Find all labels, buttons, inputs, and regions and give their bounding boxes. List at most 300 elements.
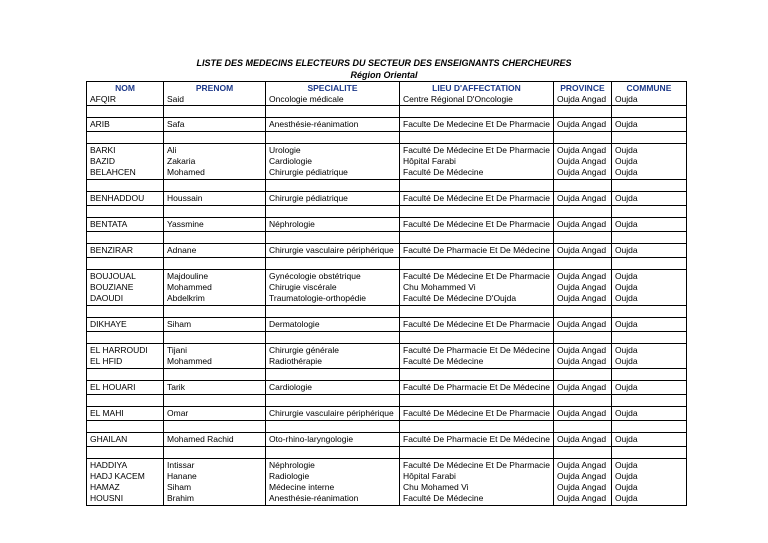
empty-cell (164, 206, 266, 218)
commune-value: Oujda (614, 460, 638, 470)
empty-cell (400, 258, 554, 270)
lieu-value: Faculté De Pharmacie Et De Médecine (403, 345, 550, 355)
commune-value: Oujda (614, 282, 638, 292)
empty-cell (164, 369, 266, 381)
cell-prenom (164, 118, 266, 132)
nom-value: GHAILAN (90, 434, 128, 444)
header-commune: COMMUNE Oujda (611, 82, 686, 106)
province-value: Oujda Angad (556, 145, 607, 155)
cell-nom (87, 270, 164, 306)
document-subtitle: Région Oriental (350, 70, 418, 80)
lieu-value: Faculté De Médecine (403, 493, 484, 503)
table-row (87, 270, 687, 306)
cell-lieu (400, 344, 554, 369)
cell-lieu (400, 270, 554, 306)
cell-commune (611, 192, 686, 206)
cell-commune (611, 318, 686, 332)
cell-prenom (164, 318, 266, 332)
empty-cell (87, 421, 164, 433)
cell-specialite (266, 218, 400, 232)
spacer-row (87, 180, 687, 192)
cell-specialite: Oncologie médicale (269, 94, 344, 104)
cell-nom: AFQIR (90, 94, 116, 104)
commune-value: Oujda (614, 245, 638, 255)
cell-prenom: Said (167, 94, 185, 104)
empty-cell (164, 332, 266, 344)
specialite-value: Urologie (269, 145, 301, 155)
empty-cell (266, 332, 400, 344)
lieu-value: Faculté De Médecine Et De Pharmacie (403, 193, 550, 203)
province-value: Oujda Angad (556, 493, 607, 503)
empty-cell (164, 232, 266, 244)
specialite-value: Chirurgie pédiatrique (269, 193, 348, 203)
cell-lieu (400, 459, 554, 506)
prenom-value: Ali (167, 145, 177, 155)
empty-cell (611, 232, 686, 244)
table-row (87, 381, 687, 395)
commune-value: Oujda (614, 471, 638, 481)
province-value: Oujda Angad (556, 293, 607, 303)
cell-lieu (400, 244, 554, 258)
cell-province (553, 407, 611, 421)
prenom-value: Brahim (167, 493, 194, 503)
empty-cell (87, 258, 164, 270)
header-specialite: SPECIALITE Oncologie médicale (266, 82, 400, 106)
table-row (87, 433, 687, 447)
province-value: Oujda Angad (556, 245, 607, 255)
empty-cell (553, 395, 611, 407)
spacer-row (87, 258, 687, 270)
prenom-value: Tijani (167, 345, 187, 355)
lieu-value: Hôpital Farabi (403, 471, 456, 481)
prenom-value: Majdouline (167, 271, 209, 281)
cell-prenom (164, 270, 266, 306)
cell-prenom (164, 192, 266, 206)
spacer-row (87, 106, 687, 118)
empty-cell (553, 306, 611, 318)
commune-value: Oujda (614, 408, 638, 418)
nom-value: ARIB (90, 119, 110, 129)
lieu-value: Faculté De Pharmacie Et De Médecine (403, 245, 550, 255)
cell-nom (87, 407, 164, 421)
cell-specialite (266, 244, 400, 258)
empty-cell (266, 106, 400, 118)
empty-cell (400, 232, 554, 244)
empty-cell (266, 395, 400, 407)
table-row (87, 144, 687, 180)
specialite-value: Néphrologie (269, 219, 315, 229)
table-row (87, 344, 687, 369)
specialite-value: Chirurgie vasculaire périphérique (269, 408, 394, 418)
nom-value: BENZIRAR (90, 245, 133, 255)
specialite-value: Dermatologie (269, 319, 320, 329)
nom-value: EL HOUARI (90, 382, 136, 392)
cell-nom (87, 244, 164, 258)
lieu-value: Faculté De Médecine (403, 356, 484, 366)
cell-prenom (164, 244, 266, 258)
cell-specialite (266, 318, 400, 332)
cell-nom (87, 144, 164, 180)
specialite-value: Médecine interne (269, 482, 335, 492)
specialite-value: Chirurgie vasculaire périphérique (269, 245, 394, 255)
cell-specialite (266, 144, 400, 180)
lieu-value: Faculté De Médecine Et De Pharmacie (403, 219, 550, 229)
prenom-value: Siham (167, 482, 192, 492)
empty-cell (164, 447, 266, 459)
spacer-row (87, 395, 687, 407)
table-row (87, 407, 687, 421)
prenom-value: Intissar (167, 460, 195, 470)
prenom-value: Mohamed (167, 167, 205, 177)
empty-cell (164, 106, 266, 118)
commune-value: Oujda (614, 345, 638, 355)
spacer-row (87, 206, 687, 218)
empty-cell (611, 421, 686, 433)
cell-commune: Oujda (614, 94, 638, 104)
province-value: Oujda Angad (556, 460, 607, 470)
cell-prenom (164, 459, 266, 506)
cell-nom (87, 118, 164, 132)
specialite-value: Radiothérapie (269, 356, 322, 366)
table-row (87, 244, 687, 258)
empty-cell (87, 395, 164, 407)
empty-cell (266, 306, 400, 318)
empty-cell (87, 369, 164, 381)
empty-cell (553, 232, 611, 244)
specialite-value: Traumatologie-orthopédie (269, 293, 367, 303)
cell-lieu (400, 381, 554, 395)
specialite-value: Chirugie viscérale (269, 282, 337, 292)
cell-province (553, 318, 611, 332)
empty-cell (266, 180, 400, 192)
commune-value: Oujda (614, 145, 638, 155)
specialite-value: Cardiologie (269, 382, 312, 392)
prenom-value: Adnane (167, 245, 197, 255)
commune-value: Oujda (614, 356, 638, 366)
cell-nom (87, 192, 164, 206)
cell-nom (87, 381, 164, 395)
commune-value: Oujda (614, 193, 638, 203)
empty-cell (266, 232, 400, 244)
cell-province (553, 381, 611, 395)
specialite-value: Néphrologie (269, 460, 315, 470)
specialite-value: Anesthésie-réanimation (269, 119, 359, 129)
prenom-value: Zakaria (167, 156, 196, 166)
cell-commune (611, 344, 686, 369)
nom-value: BENTATA (90, 219, 128, 229)
specialite-value: Cardiologie (269, 156, 312, 166)
empty-cell (400, 306, 554, 318)
cell-province (553, 244, 611, 258)
commune-value: Oujda (614, 156, 638, 166)
empty-cell (87, 447, 164, 459)
cell-nom (87, 433, 164, 447)
prenom-value: Hanane (167, 471, 197, 481)
cell-specialite (266, 407, 400, 421)
empty-cell (87, 332, 164, 344)
empty-cell (164, 180, 266, 192)
province-value: Oujda Angad (556, 271, 607, 281)
commune-value: Oujda (614, 167, 638, 177)
province-value: Oujda Angad (556, 119, 607, 129)
cell-commune (611, 218, 686, 232)
spacer-row (87, 306, 687, 318)
cell-specialite (266, 459, 400, 506)
lieu-value: Faculté De Médecine (403, 167, 484, 177)
empty-cell (400, 369, 554, 381)
empty-cell (553, 369, 611, 381)
province-value: Oujda Angad (556, 219, 607, 229)
prenom-value: Omar (167, 408, 189, 418)
prenom-value: Abdelkrim (167, 293, 205, 303)
lieu-value: Faculté De Médecine D'Oujda (403, 293, 517, 303)
nom-value: BARKI (90, 145, 116, 155)
empty-cell (400, 180, 554, 192)
empty-cell (87, 132, 164, 144)
cell-lieu (400, 144, 554, 180)
empty-cell (611, 180, 686, 192)
cell-lieu (400, 318, 554, 332)
nom-value: HOUSNI (90, 493, 124, 503)
province-value: Oujda Angad (556, 167, 607, 177)
cell-specialite (266, 381, 400, 395)
empty-cell (553, 206, 611, 218)
empty-cell (400, 447, 554, 459)
cell-province (553, 118, 611, 132)
cell-lieu: Centre Régional D'Oncologie (403, 94, 513, 104)
cell-commune (611, 144, 686, 180)
empty-cell (611, 306, 686, 318)
prenom-value: Mohammed (167, 356, 212, 366)
empty-cell (164, 421, 266, 433)
province-value: Oujda Angad (556, 382, 607, 392)
province-value: Oujda Angad (556, 482, 607, 492)
cell-lieu (400, 218, 554, 232)
cell-province (553, 344, 611, 369)
province-value: Oujda Angad (556, 282, 607, 292)
cell-prenom (164, 407, 266, 421)
prenom-value: Tarik (167, 382, 185, 392)
nom-value: EL HFID (90, 356, 123, 366)
nom-value: BENHADDOU (90, 193, 145, 203)
empty-cell (87, 206, 164, 218)
lieu-value: Faculté De Médecine Et De Pharmacie (403, 145, 550, 155)
empty-cell (400, 395, 554, 407)
lieu-value: Faculté De Médecine Et De Pharmacie (403, 408, 550, 418)
nom-value: EL HARROUDI (90, 345, 148, 355)
empty-cell (266, 369, 400, 381)
cell-lieu (400, 433, 554, 447)
cell-province (553, 218, 611, 232)
cell-province (553, 433, 611, 447)
empty-cell (87, 180, 164, 192)
prenom-value: Yassmine (167, 219, 204, 229)
province-value: Oujda Angad (556, 319, 607, 329)
lieu-value: Faculté De Médecine Et De Pharmacie (403, 271, 550, 281)
cell-specialite (266, 270, 400, 306)
empty-cell (611, 369, 686, 381)
spacer-row (87, 132, 687, 144)
nom-value: BELAHCEN (90, 167, 136, 177)
empty-cell (400, 206, 554, 218)
empty-cell (611, 332, 686, 344)
cell-nom (87, 459, 164, 506)
lieu-value: Chu Mohammed Vi (403, 282, 476, 292)
province-value: Oujda Angad (556, 471, 607, 481)
province-value: Oujda Angad (556, 434, 607, 444)
empty-cell (266, 132, 400, 144)
cell-province (553, 192, 611, 206)
header-prenom: PRENOM Said (164, 82, 266, 106)
cell-commune (611, 118, 686, 132)
cell-lieu (400, 192, 554, 206)
commune-value: Oujda (614, 319, 638, 329)
specialite-value: Anesthésie-réanimation (269, 493, 359, 503)
commune-value: Oujda (614, 382, 638, 392)
prenom-value: Safa (167, 119, 185, 129)
specialite-value: Chirurgie pédiatrique (269, 167, 348, 177)
empty-cell (553, 332, 611, 344)
empty-cell (266, 421, 400, 433)
header-nom: NOM AFQIR (87, 82, 164, 106)
nom-value: EL MAHI (90, 408, 124, 418)
nom-value: HADJ KACEM (90, 471, 145, 481)
nom-value: BAZID (90, 156, 116, 166)
lieu-value: Faculté De Pharmacie Et De Médecine (403, 434, 550, 444)
empty-cell (87, 106, 164, 118)
nom-value: DAOUDI (90, 293, 124, 303)
cell-prenom (164, 144, 266, 180)
commune-value: Oujda (614, 119, 638, 129)
empty-cell (611, 132, 686, 144)
empty-cell (553, 180, 611, 192)
province-value: Oujda Angad (556, 156, 607, 166)
empty-cell (553, 421, 611, 433)
cell-nom (87, 344, 164, 369)
cell-prenom (164, 433, 266, 447)
table-row (87, 218, 687, 232)
nom-value: BOUZIANE (90, 282, 134, 292)
cell-province: Oujda Angad (556, 94, 607, 104)
cell-nom (87, 318, 164, 332)
cell-specialite (266, 118, 400, 132)
cell-lieu (400, 407, 554, 421)
empty-cell (553, 258, 611, 270)
cell-prenom (164, 381, 266, 395)
empty-cell (266, 447, 400, 459)
table-row (87, 192, 687, 206)
nom-value: HADDIYA (90, 460, 128, 470)
table-row (87, 459, 687, 506)
empty-cell (400, 332, 554, 344)
empty-cell (87, 232, 164, 244)
header-lieu: LIEU D'AFFECTATION Centre Régional D'Oncologie (400, 82, 554, 106)
cell-lieu (400, 118, 554, 132)
empty-cell (400, 106, 554, 118)
empty-cell (611, 258, 686, 270)
header-province: PROVINCE Oujda Angad (553, 82, 611, 106)
specialite-value: Oto-rhino-laryngologie (269, 434, 354, 444)
spacer-row (87, 421, 687, 433)
cell-province (553, 144, 611, 180)
specialite-value: Chirurgie générale (269, 345, 339, 355)
empty-cell (553, 447, 611, 459)
empty-cell (611, 395, 686, 407)
province-value: Oujda Angad (556, 356, 607, 366)
specialite-value: Radiologie (269, 471, 310, 481)
province-value: Oujda Angad (556, 345, 607, 355)
cell-prenom (164, 344, 266, 369)
lieu-value: Hôpital Farabi (403, 156, 456, 166)
cell-commune (611, 244, 686, 258)
cell-commune (611, 433, 686, 447)
province-value: Oujda Angad (556, 408, 607, 418)
lieu-value: Faculté De Médecine Et De Pharmacie (403, 319, 550, 329)
cell-nom (87, 218, 164, 232)
nom-value: HAMAZ (90, 482, 120, 492)
prenom-value: Houssain (167, 193, 203, 203)
specialite-value: Gynécologie obstétrique (269, 271, 361, 281)
cell-province (553, 459, 611, 506)
empty-cell (611, 447, 686, 459)
cell-commune (611, 381, 686, 395)
empty-cell (400, 132, 554, 144)
empty-cell (164, 132, 266, 144)
empty-cell (266, 206, 400, 218)
lieu-value: Faculté De Médecine Et De Pharmacie (403, 460, 550, 470)
nom-value: DIKHAYE (90, 319, 127, 329)
cell-commune (611, 270, 686, 306)
empty-cell (611, 206, 686, 218)
commune-value: Oujda (614, 271, 638, 281)
table-row (87, 118, 687, 132)
commune-value: Oujda (614, 434, 638, 444)
header-row (87, 82, 687, 106)
empty-cell (553, 132, 611, 144)
commune-value: Oujda (614, 493, 638, 503)
province-value: Oujda Angad (556, 193, 607, 203)
cell-province (553, 270, 611, 306)
empty-cell (164, 258, 266, 270)
empty-cell (164, 306, 266, 318)
empty-cell (553, 106, 611, 118)
cell-commune (611, 459, 686, 506)
spacer-row (87, 232, 687, 244)
prenom-value: Mohamed Rachid (167, 434, 234, 444)
commune-value: Oujda (614, 219, 638, 229)
cell-prenom (164, 218, 266, 232)
cell-specialite (266, 433, 400, 447)
empty-cell (611, 106, 686, 118)
empty-cell (266, 258, 400, 270)
commune-value: Oujda (614, 293, 638, 303)
commune-value: Oujda (614, 482, 638, 492)
empty-cell (164, 395, 266, 407)
table-row (87, 318, 687, 332)
cell-specialite (266, 344, 400, 369)
table-body (87, 106, 687, 506)
cell-commune (611, 407, 686, 421)
lieu-value: Chu Mohamed Vi (403, 482, 469, 492)
spacer-row (87, 332, 687, 344)
spacer-row (87, 369, 687, 381)
prenom-value: Siham (167, 319, 192, 329)
empty-cell (400, 421, 554, 433)
cell-specialite (266, 192, 400, 206)
lieu-value: Faculté De Pharmacie Et De Médecine (403, 382, 550, 392)
nom-value: BOUJOUAL (90, 271, 136, 281)
lieu-value: Faculte De Medecine Et De Pharmacie (403, 119, 550, 129)
